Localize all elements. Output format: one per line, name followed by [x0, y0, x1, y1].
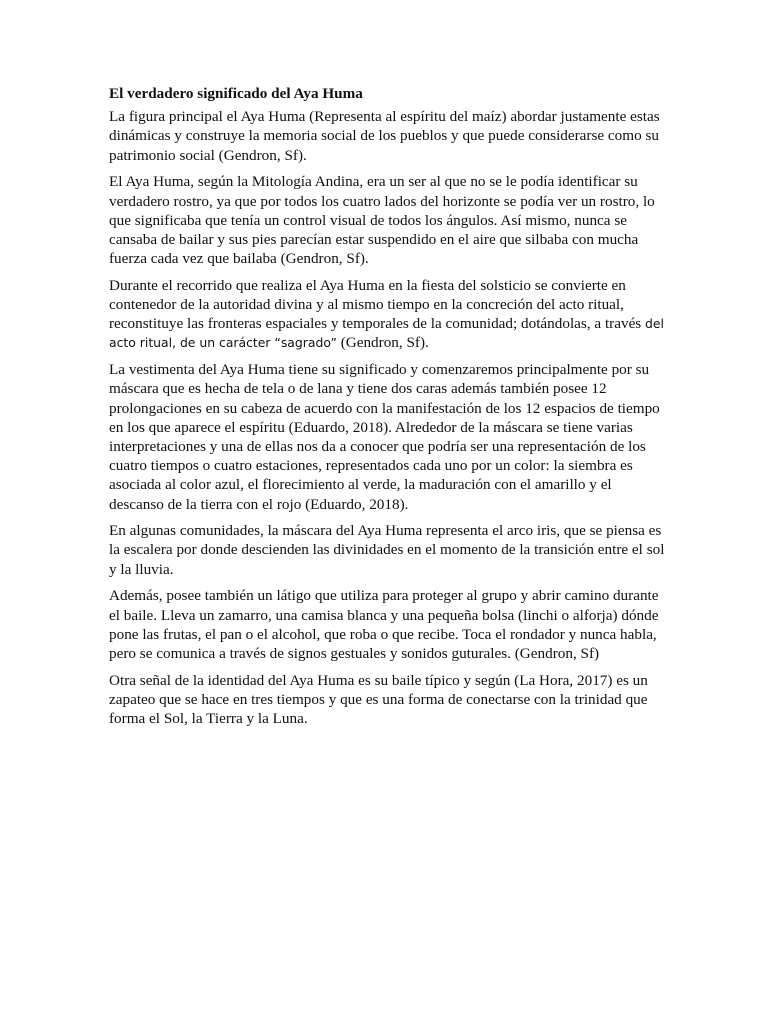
paragraph-7: Otra señal de la identidad del Aya Huma es su baile típico y según (La Hora, 2017) es un zapateo que se hace en tres tiempos y que es una forma de conectarse con la trinidad que forma el Sol, la Tierra y la Luna. — [109, 671, 648, 728]
paragraph-3 — [109, 276, 665, 353]
paragraph-5: En algunas comunidades, la máscara del Aya Huma representa el arco iris, que se piensa es la escalera por donde descienden las divinidades en el momento de la transición entre el sol y la lluvia. — [109, 522, 665, 578]
document-title: El verdadero significado del Aya Huma — [109, 85, 363, 102]
paragraph-3-text: Durante el recorrido que realiza el Aya Huma en la fiesta del solsticio se convierte en contenedor de la autoridad divina y al mismo tiempo en la concreción del acto ritual, reconstituye las fronteras espaciales y temporales de la comunidad; dotándolas, a través — [109, 276, 642, 333]
paragraph-3-citation: (Gendron, Sf). — [336, 334, 429, 352]
paragraph-6: Además, posee también un látigo que utiliza para proteger al grupo y abrir camino durante el baile. Lleva un zamarro, una camisa blanca y una pequeña bolsa (linchi o alforja) dónde pone las frutas, el pan o el alcohol, que roba o que recibe. Toca el rondador y nunca habla, pero se comunica a través de signos gestuales y sonidos guturales. (Gendron, Sf) — [109, 587, 659, 662]
paragraph-3-sans-fragment: del acto ritual, de un carácter “sagrado” — [109, 316, 664, 351]
paragraph-4: La vestimenta del Aya Huma tiene su significado y comenzaremos principalmente por su máscara que es hecha de tela o de lana y tiene dos caras además también posee 12 prolongaciones en su cabeza de acuerdo con la manifestación de los 12 espacios de tiempo en los que aparece el espíritu (Eduardo, 2018). Alrededor de la máscara se tiene varias interpretaciones y una de ellas nos da a conocer que podría ser una representación de los cuatro tiempos o cuatro estaciones, representados cada uno por un color: la siembra es asociada al color azul, el florecimiento al verde, la maduración con el amarillo y el descanso de la tierra con el rojo (Eduardo, 2018). — [109, 361, 660, 513]
document-page — [109, 84, 665, 736]
paragraph-1: La figura principal el Aya Huma (Representa al espíritu del maíz) abordar justamente estas dinámicas y construye la memoria social de los pueblos y que puede considerarse como su patrimonio social (Gendron, Sf). — [109, 108, 660, 164]
paragraph-2: El Aya Huma, según la Mitología Andina, era un ser al que no se le podía identificar su verdadero rostro, ya que por todos los cuatro lados del horizonte se podía ver un rostro, lo que significaba que tenía un control visual de todos los ángulos. Así mismo, nunca se cansaba de bailar y sus pies parecían estar suspendido en el aire que silbaba con mucha fuerza cada vez que bailaba (Gendron, Sf). — [109, 173, 655, 268]
